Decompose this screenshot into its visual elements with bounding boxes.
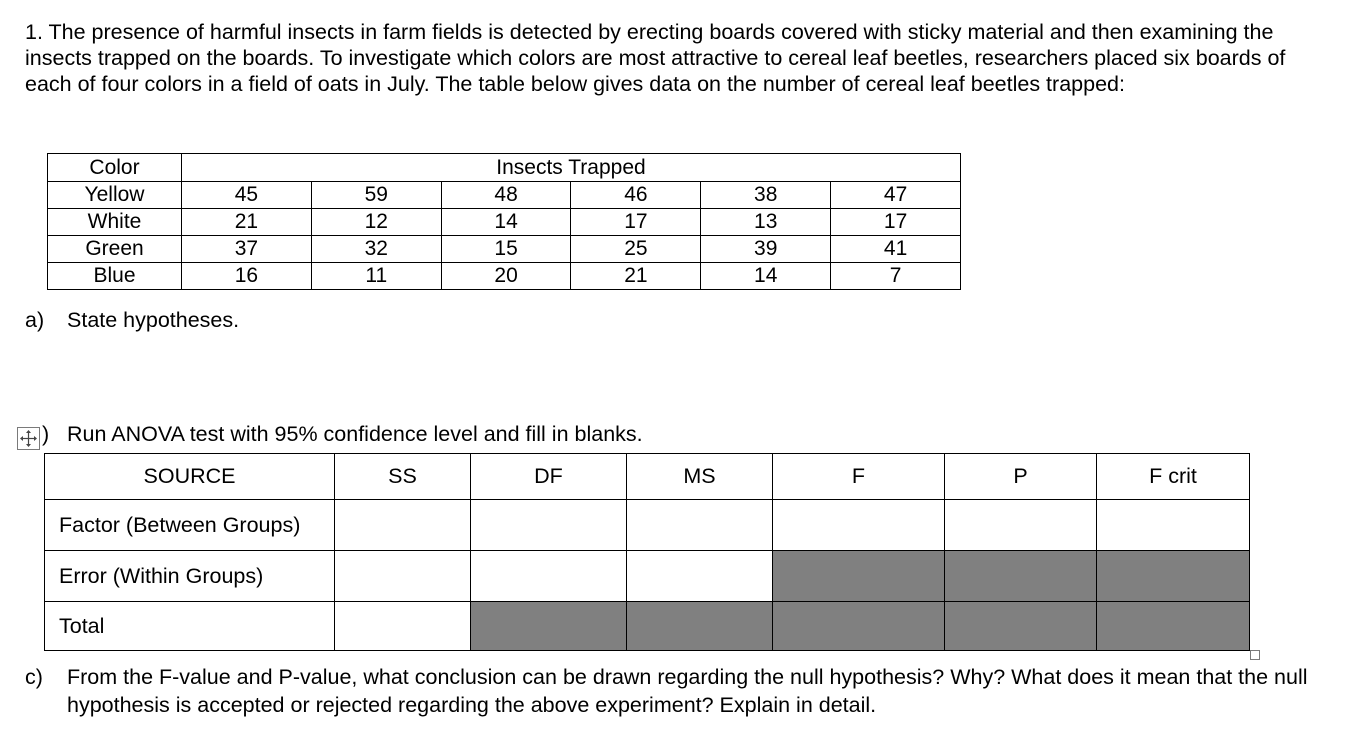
anova-shaded-cell	[1097, 551, 1250, 602]
question-a-text: State hypotheses.	[67, 308, 240, 332]
question-b-letter: )	[42, 422, 50, 446]
anova-shaded-cell	[945, 602, 1097, 651]
table-cell: 17	[571, 209, 701, 236]
problem-statement: 1. The presence of harmful insects in farm fields is detected by erecting boards covered with sticky material and then examining the insects trapped on the boards. To investigate which colors are most attractive to cereal leaf beetles, researchers placed six boards of each of four colors in a field of oats in July. The table below gives data on the number of cereal leaf beetles trapped:	[25, 20, 1286, 96]
table-resize-handle[interactable]	[1250, 650, 1260, 660]
anova-row-factor	[45, 500, 1250, 551]
anova-blank-cell[interactable]	[627, 500, 773, 551]
question-a	[25, 307, 239, 333]
anova-blank-cell[interactable]	[1097, 500, 1250, 551]
anova-header-fcrit: F crit	[1097, 454, 1250, 500]
table-cell: 13	[701, 209, 831, 236]
table-cell: 21	[571, 263, 701, 290]
anova-header-row	[45, 454, 1250, 500]
table-cell: 47	[831, 182, 961, 209]
table-cell: 25	[571, 236, 701, 263]
anova-blank-cell[interactable]	[773, 500, 945, 551]
anova-blank-cell[interactable]	[335, 551, 471, 602]
table-cell: 38	[701, 182, 831, 209]
table-header-row	[48, 154, 961, 182]
table-cell: 45	[182, 182, 312, 209]
table-cell: 39	[701, 236, 831, 263]
table-cell: 41	[831, 236, 961, 263]
color-label: White	[48, 209, 182, 236]
anova-shaded-cell	[945, 551, 1097, 602]
anova-header-df: DF	[471, 454, 627, 500]
table-move-handle-icon[interactable]	[17, 427, 40, 450]
table-cell: 16	[182, 263, 312, 290]
table-cell: 7	[831, 263, 961, 290]
table-cell: 59	[311, 182, 441, 209]
anova-blank-cell[interactable]	[471, 551, 627, 602]
header-color: Color	[48, 154, 182, 182]
table-cell: 20	[441, 263, 571, 290]
anova-source-total: Total	[45, 602, 335, 651]
table-cell: 48	[441, 182, 571, 209]
anova-blank-cell[interactable]	[945, 500, 1097, 551]
table-cell: 17	[831, 209, 961, 236]
question-c-letter: c)	[25, 665, 43, 689]
table-cell: 11	[311, 263, 441, 290]
question-c-text: From the F-value and P-value, what conclusion can be drawn regarding the null hypothesis? Why? What does it mean that the null hypothesis is accepted or rejected regarding the above experiment? Explain in detail.	[67, 665, 1308, 717]
anova-source-error: Error (Within Groups)	[45, 551, 335, 602]
table-row	[48, 209, 961, 236]
header-insects-trapped: Insects Trapped	[182, 154, 961, 182]
question-c	[25, 663, 1315, 719]
table-cell: 14	[441, 209, 571, 236]
anova-header-ss: SS	[335, 454, 471, 500]
anova-shaded-cell	[773, 551, 945, 602]
anova-header-source: SOURCE	[45, 454, 335, 500]
anova-header-p: P	[945, 454, 1097, 500]
table-cell: 12	[311, 209, 441, 236]
color-label: Green	[48, 236, 182, 263]
table-cell: 37	[182, 236, 312, 263]
anova-shaded-cell	[627, 602, 773, 651]
anova-source-factor: Factor (Between Groups)	[45, 500, 335, 551]
anova-row-error	[45, 551, 1250, 602]
table-cell: 46	[571, 182, 701, 209]
anova-blank-cell[interactable]	[627, 551, 773, 602]
color-label: Blue	[48, 263, 182, 290]
table-row	[48, 263, 961, 290]
table-cell: 32	[311, 236, 441, 263]
table-cell: 15	[441, 236, 571, 263]
question-b-text: Run ANOVA test with 95% confidence level and fill in blanks.	[67, 422, 643, 446]
table-cell: 14	[701, 263, 831, 290]
color-label: Yellow	[48, 182, 182, 209]
anova-blank-cell[interactable]	[335, 500, 471, 551]
table-row	[48, 236, 961, 263]
anova-shaded-cell	[1097, 602, 1250, 651]
anova-shaded-cell	[471, 602, 627, 651]
anova-blank-cell[interactable]	[471, 500, 627, 551]
anova-header-f: F	[773, 454, 945, 500]
anova-table	[44, 453, 1250, 651]
anova-shaded-cell	[773, 602, 945, 651]
anova-row-total	[45, 602, 1250, 651]
table-cell: 21	[182, 209, 312, 236]
insects-data-table	[47, 153, 961, 290]
question-a-letter: a)	[25, 308, 45, 332]
anova-blank-cell[interactable]	[335, 602, 471, 651]
anova-header-ms: MS	[627, 454, 773, 500]
table-row	[48, 182, 961, 209]
